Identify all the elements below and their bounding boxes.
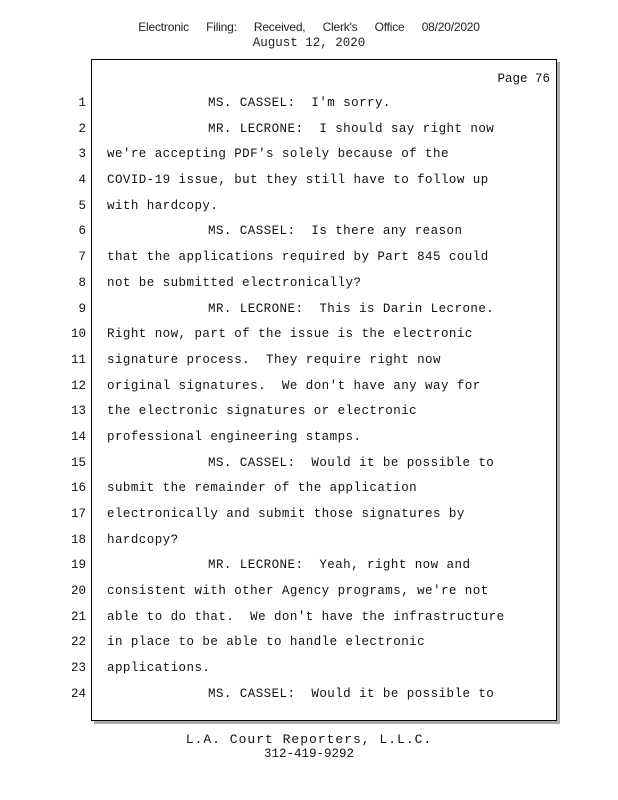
speaker-line: MS. CASSEL: Would it be possible to (208, 455, 495, 470)
line-number: 18 (70, 532, 86, 547)
line-number: 17 (70, 507, 86, 521)
speaker-line: MS. CASSEL: I'm sorry. (208, 96, 391, 110)
transcript-text (107, 94, 553, 711)
line-number: 14 (70, 429, 86, 444)
transcript-line: applications. (107, 661, 211, 676)
transcript-line: electronically and submit those signatures by (107, 507, 465, 521)
transcript-line: professional engineering stamps. (107, 429, 362, 444)
transcript-line: submit the remainder of the application (107, 481, 418, 496)
transcript-line: with hardcopy. (107, 198, 219, 213)
speaker-line: MR. LECRONE: I should say right now (208, 121, 495, 136)
line-number: 20 (70, 584, 86, 599)
line-number-column (58, 94, 86, 711)
speaker-line: MS. CASSEL: Would it be possible to (208, 686, 495, 701)
stamp-electronic: Electronic (138, 20, 189, 34)
line-number: 15 (70, 455, 86, 470)
transcript-line: signature process. They require right now (107, 352, 441, 367)
line-number: 23 (70, 661, 86, 676)
stamp-clerks: Clerk's (322, 20, 358, 34)
stamp-office: Office (374, 20, 405, 34)
line-number: 8 (78, 275, 86, 290)
transcript-line: in place to be able to handle electronic (107, 635, 426, 650)
transcript-line: Right now, part of the issue is the electronic (107, 327, 473, 342)
line-number: 12 (70, 378, 86, 393)
line-number: 24 (70, 686, 86, 701)
line-number: 11 (70, 352, 86, 367)
stamp-received: Received, (253, 20, 306, 34)
line-number: 21 (70, 609, 86, 624)
line-number: 7 (78, 250, 86, 265)
line-number: 3 (78, 147, 86, 162)
transcript-line: that the applications required by Part 845 could (107, 250, 489, 265)
line-number: 16 (70, 481, 86, 496)
line-number: 10 (70, 327, 86, 342)
line-number: 9 (78, 301, 86, 316)
line-number: 22 (70, 635, 86, 650)
filing-stamp (0, 20, 618, 34)
line-number: 5 (78, 198, 86, 213)
stamp-filing: Filing: (206, 20, 237, 34)
line-number: 6 (78, 224, 86, 239)
line-number: 13 (70, 404, 86, 419)
speaker-line: MR. LECRONE: This is Darin Lecrone. (208, 301, 495, 316)
transcript-line: not be submitted electronically? (107, 275, 362, 290)
page-number: Page 76 (497, 72, 550, 86)
transcript-line: consistent with other Agency programs, we're not (107, 584, 489, 599)
hearing-date: August 12, 2020 (252, 36, 366, 50)
reporter-phone: 312-419-9292 (263, 747, 354, 761)
transcript-line: able to do that. We don't have the infrastructure (107, 609, 505, 624)
speaker-line: MS. CASSEL: Is there any reason (208, 224, 463, 239)
transcript-line: the electronic signatures or electronic (107, 404, 418, 419)
transcript-line: COVID-19 issue, but they still have to follow up (107, 173, 489, 188)
line-number: 4 (78, 173, 86, 188)
transcript-line: original signatures. We don't have any way for (107, 378, 481, 393)
stamp-date: 08/20/2020 (421, 20, 480, 34)
transcript-line: we're accepting PDF's solely because of the (107, 147, 449, 162)
speaker-line: MR. LECRONE: Yeah, right now and (208, 558, 471, 573)
transcript-line: hardcopy? (107, 532, 179, 547)
line-number: 2 (78, 121, 86, 136)
line-number: 1 (78, 96, 86, 110)
reporter-company: L.A. Court Reporters, L.L.C. (185, 732, 433, 747)
line-number: 19 (70, 558, 86, 573)
